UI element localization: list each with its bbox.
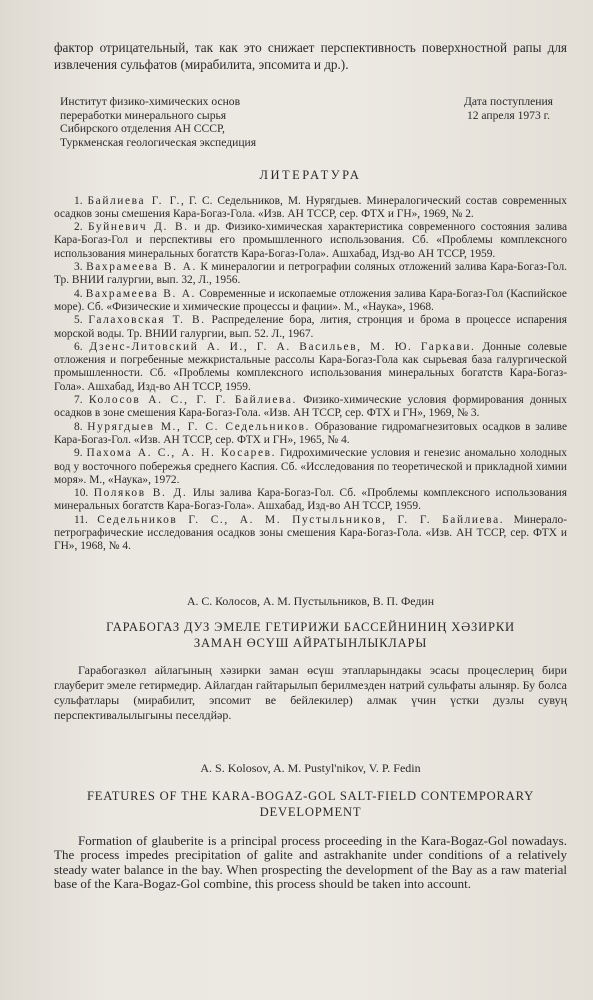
institution-line: Институт физико-химических основ <box>60 95 241 109</box>
reference-item <box>54 487 567 514</box>
reference-number: 7. <box>74 394 83 407</box>
reference-text: Илы залива Кара-Богаз-Гол. Сб. «Проблемы комплексного использования минеральных богатств Кара-Богаз-Гола». Ашхабад, Изд-во АН ТССР, 1959. <box>54 487 568 513</box>
institution-line: Туркменская геологическая экспедиция <box>60 135 257 149</box>
reference-author: Дзенс-Литовский А. И., Г. А. Васильев, М. Ю. Гаркави. <box>89 340 476 353</box>
reference-text: Гидрохимические условия и генезис аномально холодных вод у восточного побережья среднего Каспия. Сб. «Исследования по теоретической и прикладной химии моря». М., «Наука», 1972. <box>54 447 567 486</box>
reference-text: Минерало-петрографические исследования осадков зоны смешения Кара-Богаз-Гола. «Изв. АН ТССР, сер. ФТХ и ГН», 1968, № 4. <box>54 513 567 553</box>
literature-heading: ЛИТЕРАТУРА <box>259 167 362 182</box>
reference-number: 11. <box>74 513 88 526</box>
reference-author: Вахрамеева В. А. <box>85 287 197 300</box>
reference-item <box>54 221 567 261</box>
english-abstract: Formation of glauberite is a principal process proceeding in the Kara-Bogaz-Gol nowadays. The process impedes precipitation of galite and astrakhanite under conditions of a relatively steady water balance in the bay. When prospecting the development of the Bay as a raw material base of the Kara-Bogaz-Gol combine, this process should be taken into account. <box>54 832 567 892</box>
reference-text: Донные солевые отложения и погребенные межкристальные рассолы Кара-Богаз-Гола как сырьевая база галургической промышленности. Сб. «Проблемы комплексного использования минеральных богатств Кара-Богаз-Гола». Ашхабад, Изд-во АН ТССР, 1959. <box>54 340 567 393</box>
reference-text: Физико-химические условия формирования донных осадков в зоне смешения Кара-Богаз-Гола. «Изв. АН ТССР, сер. ФТХ и ГН», 1969, № 3. <box>54 394 568 420</box>
reference-item <box>54 341 567 394</box>
turkmen-title-line: ЗАМАН ӨСҮШ АЙРАТЫНЛЫКЛАРЫ <box>193 635 428 650</box>
turkmen-authors: А. С. Колосов, А. М. Пустыльников, В. П. Федин <box>186 593 435 608</box>
reference-text: Современные и ископаемые отложения залива Кара-Богаз-Гол (Каспийское море). Сб. «Физические и химические процессы и фации». М., «Наука», 1968. <box>54 287 567 313</box>
reference-item <box>54 421 567 448</box>
reference-author: Вахрамеева В. А. <box>86 261 197 274</box>
reference-item <box>54 261 567 288</box>
reference-author: Седельников Г. С., А. М. Пустыльников, Г. Г. Байлиева. <box>97 513 505 526</box>
institution-line: Сибирского отделения АН СССР, <box>60 122 225 136</box>
reference-item <box>54 514 567 554</box>
reference-number: 5. <box>74 314 83 327</box>
institution <box>54 95 256 149</box>
turkmen-abstract: Гарабогазкөл айлагының хәзирки заман өсүш этапларындакы эсасы процеслериң бири глауберит эмеле гетирмедир. Айлагдан гайтарылып берилмезден натрий сульфаты алыняр. Бу болса сульфатлары (мирабилит, эпсомит ве бейлекилер) алмак үчин үстки дузлы сувуң перспективалылыгыны песелдйәр. <box>54 662 567 722</box>
turkmen-title <box>54 619 567 651</box>
reference-author: Поляков В. Д. <box>93 487 188 500</box>
reference-item <box>54 314 567 341</box>
date-line: Дата поступления <box>463 95 553 109</box>
reference-author: Байлиева Г. Г. <box>87 194 182 207</box>
reference-text: Образование гидромагнезитовых осадков в заливе Кара-Богаз-Гол. «Изв. АН ТССР, сер. ФТХ и ГН», 1965, № 4. <box>54 420 567 446</box>
turkmen-title-line: ГАРАБОГАЗ ДУЗ ЭМЕЛЕ ГЕТИРИЖИ БАССЕЙНИНИҢ ХӘЗИРКИ <box>106 619 515 634</box>
affiliation-block <box>54 95 567 149</box>
reference-number: 1. <box>74 194 83 207</box>
reference-text: , Г. С. Седельников, М. Нурягдыев. Минералогический состав современных осадков зоны смешения Кара-Богаз-Гола. «Изв. АН ТССР, сер. ФТХ и ГН», 1969, № 2. <box>54 194 567 220</box>
reference-number: 10. <box>74 487 89 500</box>
reference-author: Нурягдыев М., Г. С. Седельников. <box>87 420 311 433</box>
reference-author: Пахома А. С., А. Н. Косарев. <box>86 447 277 460</box>
english-authors: A. S. Kolosov, A. M. Pustyl'nikov, V. P. Fedin <box>200 760 421 775</box>
reference-number: 6. <box>74 340 83 353</box>
reference-item <box>54 288 567 315</box>
english-title-line: DEVELOPMENT <box>259 804 362 819</box>
reference-list <box>54 195 567 554</box>
reference-number: 9. <box>74 447 83 460</box>
reference-author: Колосов А. С., Г. Г. Байлиева. <box>88 394 297 407</box>
intro-paragraph: фактор отрицательный, так как это снижает перспективность поверхностной рапы для извлечения сульфатов (мирабилита, эпсомита и др.). <box>54 40 567 72</box>
date-line: 12 апреля 1973 г. <box>466 108 551 122</box>
reference-item <box>54 394 567 421</box>
reference-text: К минералогии и петрографии соляных отложений залива Кара-Богаз-Гол. Тр. ВНИИ галургии, вып. 32, Л., 1956. <box>54 261 567 287</box>
reference-author: Буйневич Д. В. <box>87 221 189 234</box>
reference-number: 8. <box>74 420 83 433</box>
reference-author: Галаховская Т. В. <box>88 314 206 327</box>
reference-item <box>54 447 567 487</box>
reference-text: и др. Физико-химическая характеристика современного состояния залива Кара-Богаз-Гол и перспективы его промышленного использования. Сб. «Проблемы комплексного использования минеральных богатств Кара-Богаз-Гола». Ашхабад, Изд-во АН ТССР, 1959. <box>54 221 568 260</box>
reference-number: 2. <box>74 221 83 234</box>
english-title <box>54 788 567 820</box>
institution-line: переработки минерального сырья <box>60 108 227 122</box>
reference-number: 3. <box>74 261 83 274</box>
received-date <box>464 95 567 149</box>
reference-text: Распределение бора, лития, стронция и брома в процессе испарения морской воды. Тр. ВНИИ галургии, вып. 52. Л., 1967. <box>54 314 567 340</box>
reference-number: 4. <box>74 287 83 300</box>
english-title-line: FEATURES OF THE KARA-BOGAZ-GOL SALT-FIELD CONTEMPORARY <box>86 788 535 803</box>
reference-item <box>54 195 567 222</box>
